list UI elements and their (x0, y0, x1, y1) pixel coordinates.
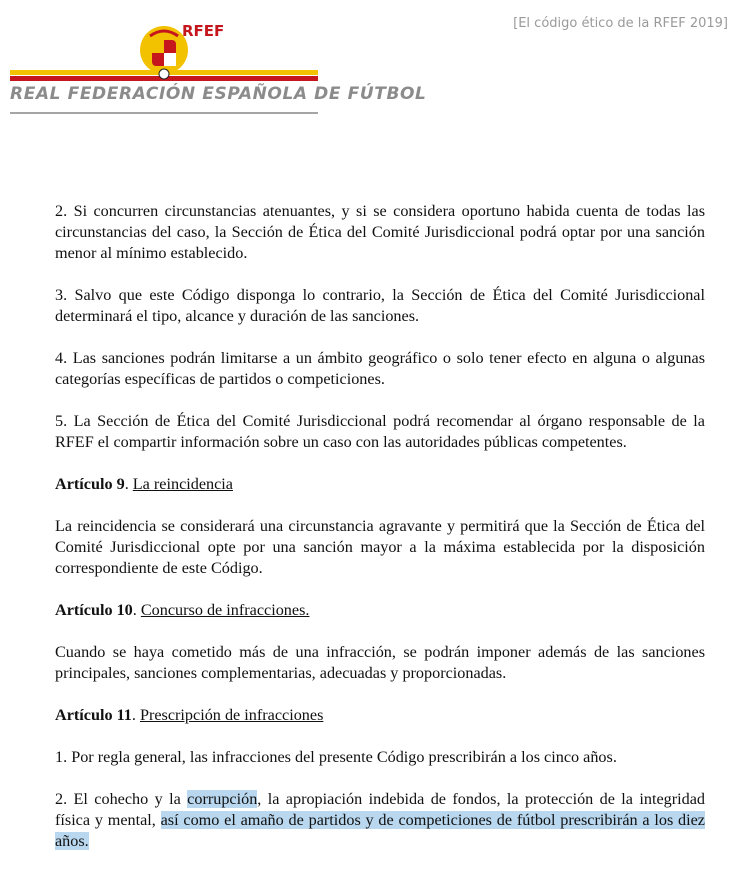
article-9-label: Artículo 9 (55, 475, 125, 493)
article-10-label: Artículo 10 (55, 601, 133, 619)
text-segment: 2. El cohecho y la (55, 790, 188, 808)
article-9-body: La reincidencia se considerará una circunstancia agravante y permitirá que la Sección de Ética del Comité Jurisdiccional opte por una sanción mayor a la máxima establecida por la disposición correspondiente de este Código. (55, 517, 705, 577)
highlight-match-fixing: así como el amaño de partidos y de competiciones de fútbol prescribirán a los diez años. (55, 811, 705, 850)
document-header-note: [El código ético de la RFEF 2019] (513, 16, 728, 31)
article-10-heading (55, 600, 705, 621)
article-9-heading (55, 474, 705, 495)
logo-underline (10, 112, 318, 114)
document-body (55, 201, 705, 873)
heading-separator: . (131, 706, 140, 724)
article-11-label: Artículo 11 (55, 706, 132, 724)
article-11-title: Prescripción de infracciones (139, 706, 324, 724)
article-9-title: La reincidencia (132, 475, 233, 493)
federation-name: REAL FEDERACIÓN ESPAÑOLA DE FÚTBOL (10, 84, 427, 104)
heading-separator: . (124, 475, 133, 493)
article-10-body: Cuando se haya cometido más de una infracción, se podrán imponer además de las sanciones principales, sanciones complementarias, adecuadas y proporcionadas. (55, 643, 705, 682)
crest-letters: RFEF (182, 22, 225, 40)
highlight-corrupcion: corrupción (187, 790, 258, 808)
paragraph-2: 2. Si concurren circunstancias atenuantes, y si se considera oportuno habida cuenta de todas las circunstancias del caso, la Sección de Ética del Comité Jurisdiccional podrá optar por una sanción menor al mínimo establecido. (55, 202, 705, 262)
text-segment: , la apropiación indebida de fondos, la protección de la integridad física y mental, (55, 790, 706, 829)
rfef-crest-icon (130, 14, 225, 86)
rfef-logo (10, 14, 427, 118)
paragraph-3: 3. Salvo que este Código disponga lo contrario, la Sección de Ética del Comité Jurisdiccional determinará el tipo, alcance y duración de las sanciones. (55, 286, 705, 325)
paragraph-4: 4. Las sanciones podrán limitarse a un ámbito geográfico o solo tener efecto en alguna o algunas categorías específicas de partidos o competiciones. (55, 349, 705, 388)
heading-separator: . (132, 601, 141, 619)
article-10-title: Concurso de infracciones. (140, 601, 310, 619)
article-11-paragraph-1: 1. Por regla general, las infracciones del presente Código prescribirán a los cinco años. (55, 748, 617, 766)
article-11-heading (55, 705, 705, 726)
article-11-paragraph-2 (55, 789, 705, 852)
paragraph-5: 5. La Sección de Ética del Comité Jurisdiccional podrá recomendar al órgano responsable de la RFEF el compartir información sobre un caso con las autoridades públicas competentes. (55, 412, 705, 451)
